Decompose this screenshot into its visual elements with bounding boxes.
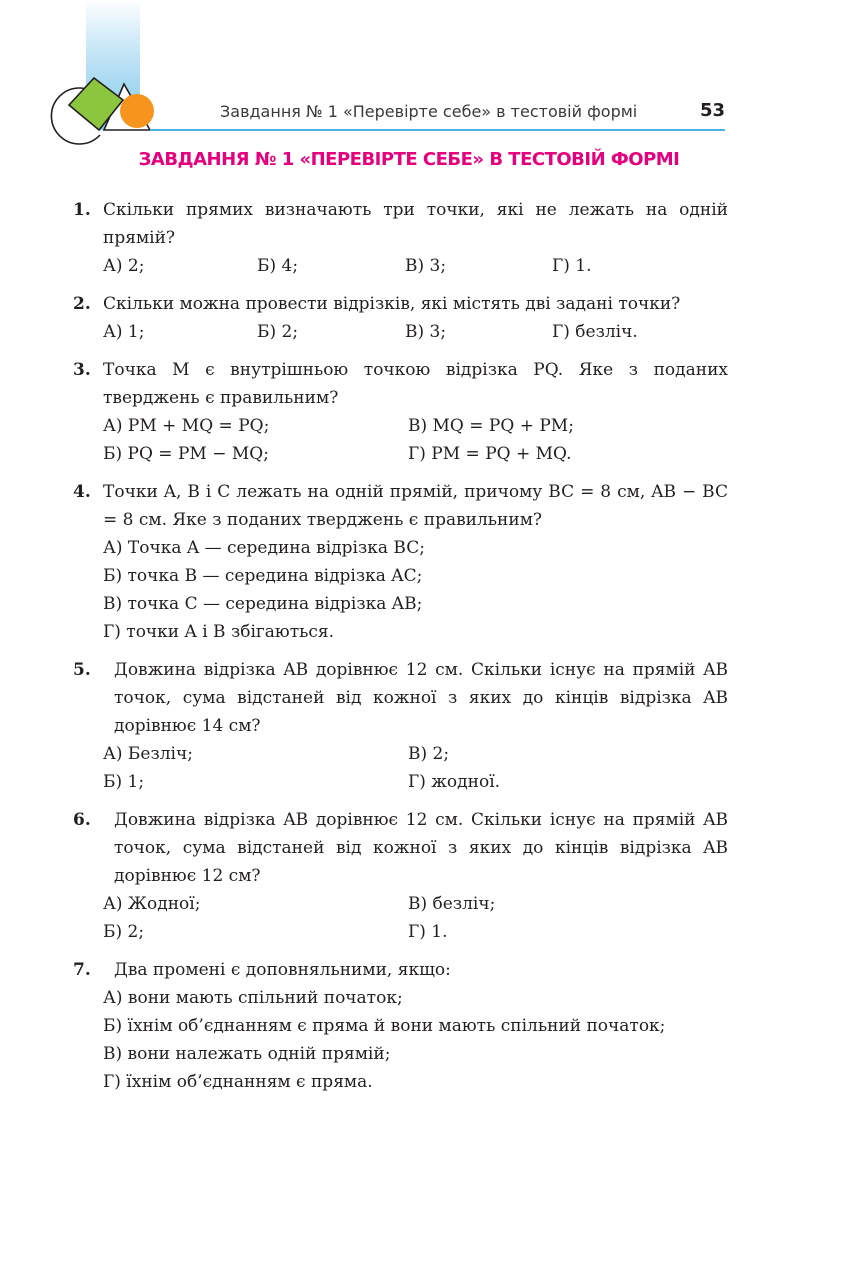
answer-option-g: Г) PM = PQ + MQ.: [408, 444, 572, 464]
answer-option-b: Б) їхнім об’єднанням є пряма й вони мають спільний початок;: [103, 1016, 666, 1036]
question-number: 1.: [73, 200, 91, 220]
answer-option-b: Б) PQ = PM − MQ;: [103, 444, 269, 464]
answer-option-v: В) 3;: [405, 256, 447, 276]
question-text: Скільки можна провести відрізків, які містять дві задані точки?: [103, 294, 681, 314]
header-rule: [150, 129, 725, 131]
corner-decoration: [0, 0, 190, 150]
answer-option-g: Г) 1.: [552, 256, 592, 276]
answer-option-a: А) Жодної;: [103, 894, 201, 914]
question-number: 7.: [73, 960, 91, 980]
answer-option-a: А) вони мають спільний початок;: [103, 988, 403, 1008]
question-number: 2.: [73, 294, 91, 314]
question-1: [73, 196, 728, 280]
answer-option-g: Г) безліч.: [552, 322, 638, 342]
orange-circle-shape: [120, 94, 154, 128]
question-5: [73, 656, 728, 796]
question-number: 6.: [73, 810, 91, 830]
question-4: [73, 478, 728, 646]
question-7: [73, 956, 728, 1096]
question-text: Точка M є внутрішньою точкою відрізка PQ. Яке з поданих тверджень є правильним?: [103, 360, 728, 408]
answer-option-b: Б) точка B — середина відрізка AC;: [103, 566, 423, 586]
question-list: [73, 196, 728, 1106]
question-number: 3.: [73, 360, 91, 380]
answer-option-v: В) точка C — середина відрізка AB;: [103, 594, 423, 614]
question-number: 5.: [73, 660, 91, 680]
question-text: Довжина відрізка AB дорівнює 12 см. Скільки існує на прямій AB точок, сума відстаней від кожної з яких до кінців відрізка AB дорівнює 12 см?: [114, 810, 728, 886]
question-text: Довжина відрізка AB дорівнює 12 см. Скільки існує на прямій AB точок, сума відстаней від кожної з яких до кінців відрізка AB дорівнює 14 см?: [114, 660, 728, 736]
question-text: Скільки прямих визначають три точки, які не лежать на одній прямій?: [103, 200, 728, 248]
answer-option-b: Б) 2;: [103, 922, 145, 942]
answer-option-a: А) 1;: [103, 322, 145, 342]
question-3: [73, 356, 728, 468]
running-header-title: Завдання № 1 «Перевірте себе» в тестовій формі: [220, 102, 638, 121]
question-2: [73, 290, 728, 346]
answer-option-g: Г) жодної.: [408, 772, 501, 792]
question-number: 4.: [73, 482, 91, 502]
answer-option-v: В) вони належать одній прямій;: [103, 1044, 391, 1064]
answer-option-a: А) Безліч;: [103, 744, 193, 764]
answer-option-a: А) PM + MQ = PQ;: [103, 416, 270, 436]
page-number: 53: [699, 100, 725, 121]
question-6: [73, 806, 728, 946]
answer-option-v: В) безліч;: [408, 894, 496, 914]
question-text: Два промені є доповняльними, якщо:: [114, 960, 451, 980]
answer-option-b: Б) 2;: [257, 322, 299, 342]
answer-option-a: А) Точка A — середина відрізка BC;: [103, 538, 425, 558]
answer-option-g: Г) 1.: [408, 922, 448, 942]
section-title: ЗАВДАННЯ № 1 «ПЕРЕВІРТЕ СЕБЕ» В ТЕСТОВІЙ ФОРМІ: [138, 149, 680, 170]
answer-option-v: В) 3;: [405, 322, 447, 342]
answer-option-v: В) 2;: [408, 744, 450, 764]
answer-option-a: А) 2;: [103, 256, 145, 276]
answer-option-g: Г) їхнім об’єднанням є пряма.: [103, 1072, 373, 1092]
answer-option-g: Г) точки A і B збігаються.: [103, 622, 335, 642]
answer-option-v: В) MQ = PQ + PM;: [408, 416, 574, 436]
answer-option-b: Б) 1;: [103, 772, 145, 792]
question-text: Точки A, B і C лежать на одній прямій, причому BC = 8 см, AB − BC = 8 см. Яке з поданих тверджень є правильним?: [103, 482, 728, 530]
answer-option-b: Б) 4;: [257, 256, 299, 276]
